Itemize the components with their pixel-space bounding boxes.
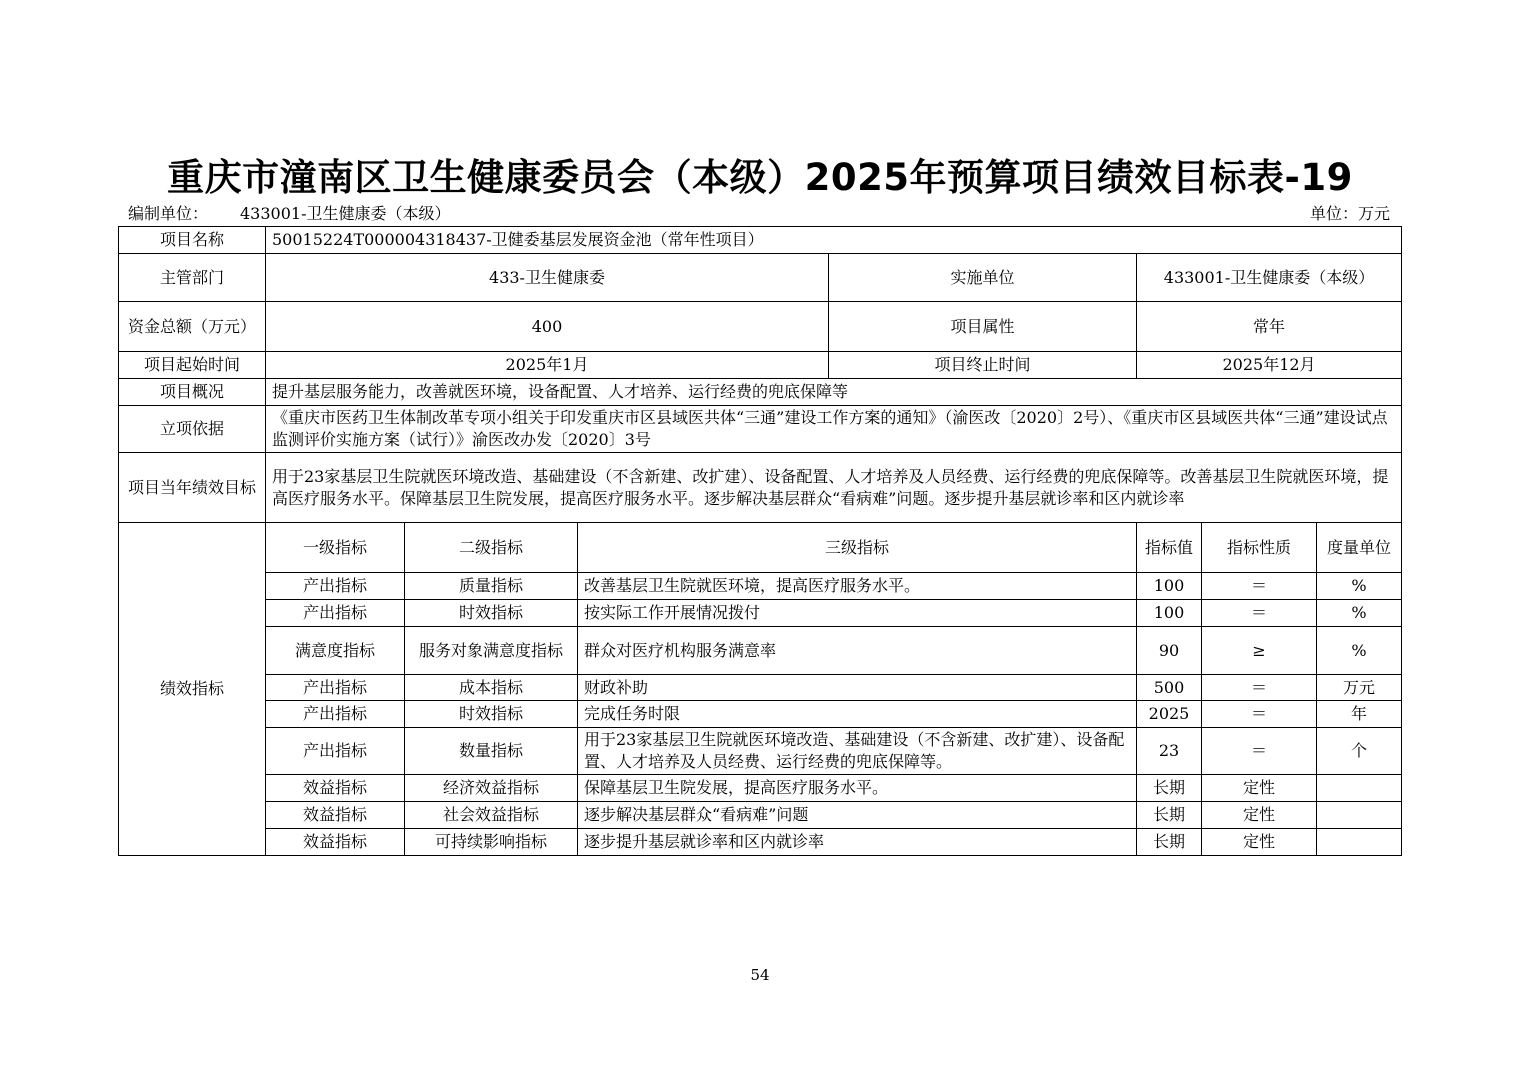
header-level3: 三级指标 — [578, 523, 1137, 573]
page-number: 54 — [750, 966, 770, 984]
page-title: 重庆市潼南区卫生健康委员会（本级）2025年预算项目绩效目标表-19 — [167, 156, 1353, 199]
compiling-unit-value: 433001-卫生健康委（本级） — [240, 204, 451, 223]
value-cell: 90 — [1137, 627, 1202, 675]
level1-cell: 满意度指标 — [266, 627, 405, 675]
nature-cell: ＝ — [1202, 573, 1317, 600]
attr-value: 常年 — [1137, 302, 1402, 352]
level3-cell: 逐步提升基层就诊率和区内就诊率 — [578, 829, 1137, 856]
end-value: 2025年12月 — [1137, 352, 1402, 379]
basis-label: 立项依据 — [119, 406, 266, 453]
nature-cell: 定性 — [1202, 802, 1317, 829]
value-cell: 2025 — [1137, 701, 1202, 728]
table-row — [119, 573, 1402, 600]
header-unit: 度量单位 — [1317, 523, 1402, 573]
document-meta — [128, 203, 1390, 225]
level2-cell: 经济效益指标 — [405, 775, 578, 802]
table-row — [119, 802, 1402, 829]
nature-cell: ＝ — [1202, 675, 1317, 701]
nature-cell: 定性 — [1202, 775, 1317, 802]
level3-cell: 保障基层卫生院发展，提高医疗服务水平。 — [578, 775, 1137, 802]
unit-cell — [1317, 829, 1402, 856]
indicators-section-label: 绩效指标 — [119, 523, 266, 856]
nature-cell: ＝ — [1202, 600, 1317, 627]
unit-cell: % — [1317, 573, 1402, 600]
level2-cell: 时效指标 — [405, 701, 578, 728]
header-level1: 一级指标 — [266, 523, 405, 573]
level1-cell: 效益指标 — [266, 802, 405, 829]
attr-label: 项目属性 — [829, 302, 1137, 352]
level3-cell: 财政补助 — [578, 675, 1137, 701]
unit-cell: % — [1317, 627, 1402, 675]
unit-cell: % — [1317, 600, 1402, 627]
level2-cell: 成本指标 — [405, 675, 578, 701]
level2-cell: 质量指标 — [405, 573, 578, 600]
overview-label: 项目概况 — [119, 379, 266, 406]
level1-cell: 产出指标 — [266, 701, 405, 728]
funds-value: 400 — [266, 302, 829, 352]
row-project-name — [119, 227, 1402, 254]
level3-cell: 群众对医疗机构服务满意率 — [578, 627, 1137, 675]
table-row — [119, 600, 1402, 627]
nature-cell: ≥ — [1202, 627, 1317, 675]
row-goal — [119, 453, 1402, 523]
header-level2: 二级指标 — [405, 523, 578, 573]
nature-cell: ＝ — [1202, 701, 1317, 728]
start-label: 项目起始时间 — [119, 352, 266, 379]
table-row — [119, 675, 1402, 701]
level2-cell: 服务对象满意度指标 — [405, 627, 578, 675]
table-row — [119, 627, 1402, 675]
goal-value: 用于23家基层卫生院就医环境改造、基础建设（不含新建、改扩建）、设备配置、人才培养及人员经费、运行经费的兜底保障等。改善基层卫生院就医环境，提高医疗服务水平。保障基层卫生院发展，提高医疗服务水平。逐步解决基层群众“看病难”问题。逐步提升基层就诊率和区内就诊率 — [266, 453, 1402, 523]
level2-cell: 可持续影响指标 — [405, 829, 578, 856]
level2-cell: 数量指标 — [405, 728, 578, 775]
performance-target-table — [118, 226, 1402, 856]
value-cell: 长期 — [1137, 829, 1202, 856]
level1-cell: 产出指标 — [266, 728, 405, 775]
unit-cell: 年 — [1317, 701, 1402, 728]
indicator-header-row — [119, 523, 1402, 573]
impl-value: 433001-卫生健康委（本级） — [1137, 254, 1402, 302]
impl-label: 实施单位 — [829, 254, 1137, 302]
value-cell: 长期 — [1137, 775, 1202, 802]
nature-cell: ＝ — [1202, 728, 1317, 775]
level2-cell: 社会效益指标 — [405, 802, 578, 829]
value-cell: 100 — [1137, 600, 1202, 627]
value-cell: 长期 — [1137, 802, 1202, 829]
level1-cell: 产出指标 — [266, 573, 405, 600]
level3-cell: 按实际工作开展情况拨付 — [578, 600, 1137, 627]
table-row — [119, 775, 1402, 802]
row-funds — [119, 302, 1402, 352]
compiling-unit — [128, 203, 451, 225]
level3-cell: 逐步解决基层群众“看病难”问题 — [578, 802, 1137, 829]
row-department — [119, 254, 1402, 302]
unit-cell: 个 — [1317, 728, 1402, 775]
level1-cell: 效益指标 — [266, 829, 405, 856]
value-cell: 500 — [1137, 675, 1202, 701]
dept-label: 主管部门 — [119, 254, 266, 302]
value-cell: 100 — [1137, 573, 1202, 600]
currency-unit: 单位：万元 — [1309, 204, 1390, 223]
project-name-label: 项目名称 — [119, 227, 266, 254]
unit-cell — [1317, 802, 1402, 829]
level3-cell: 用于23家基层卫生院就医环境改造、基础建设（不含新建、改扩建）、设备配置、人才培养及人员经费、运行经费的兜底保障等。 — [578, 728, 1137, 775]
row-overview — [119, 379, 1402, 406]
unit-cell — [1317, 775, 1402, 802]
table-row — [119, 701, 1402, 728]
end-label: 项目终止时间 — [829, 352, 1137, 379]
project-name-value: 50015224T000004318437-卫健委基层发展资金池（常年性项目） — [266, 227, 1402, 254]
level1-cell: 产出指标 — [266, 675, 405, 701]
table-row — [119, 829, 1402, 856]
basis-value: 《重庆市医药卫生体制改革专项小组关于印发重庆市区县域医共体“三通”建设工作方案的通知》（渝医改〔2020〕2号）、《重庆市区县域医共体“三通”建设试点监测评价实施方案（试行）》渝医改办发〔2020〕3号 — [266, 406, 1402, 453]
table-row — [119, 728, 1402, 775]
funds-label: 资金总额（万元） — [119, 302, 266, 352]
value-cell: 23 — [1137, 728, 1202, 775]
unit-cell: 万元 — [1317, 675, 1402, 701]
level3-cell: 改善基层卫生院就医环境，提高医疗服务水平。 — [578, 573, 1137, 600]
goal-label: 项目当年绩效目标 — [119, 453, 266, 523]
row-period — [119, 352, 1402, 379]
compiling-unit-label: 编制单位： — [128, 204, 209, 223]
overview-value: 提升基层服务能力，改善就医环境，设备配置、人才培养、运行经费的兜底保障等 — [266, 379, 1402, 406]
level3-cell: 完成任务时限 — [578, 701, 1137, 728]
start-value: 2025年1月 — [266, 352, 829, 379]
level2-cell: 时效指标 — [405, 600, 578, 627]
dept-value: 433-卫生健康委 — [266, 254, 829, 302]
header-value: 指标值 — [1137, 523, 1202, 573]
row-basis — [119, 406, 1402, 453]
header-nature: 指标性质 — [1202, 523, 1317, 573]
nature-cell: 定性 — [1202, 829, 1317, 856]
level1-cell: 效益指标 — [266, 775, 405, 802]
level1-cell: 产出指标 — [266, 600, 405, 627]
